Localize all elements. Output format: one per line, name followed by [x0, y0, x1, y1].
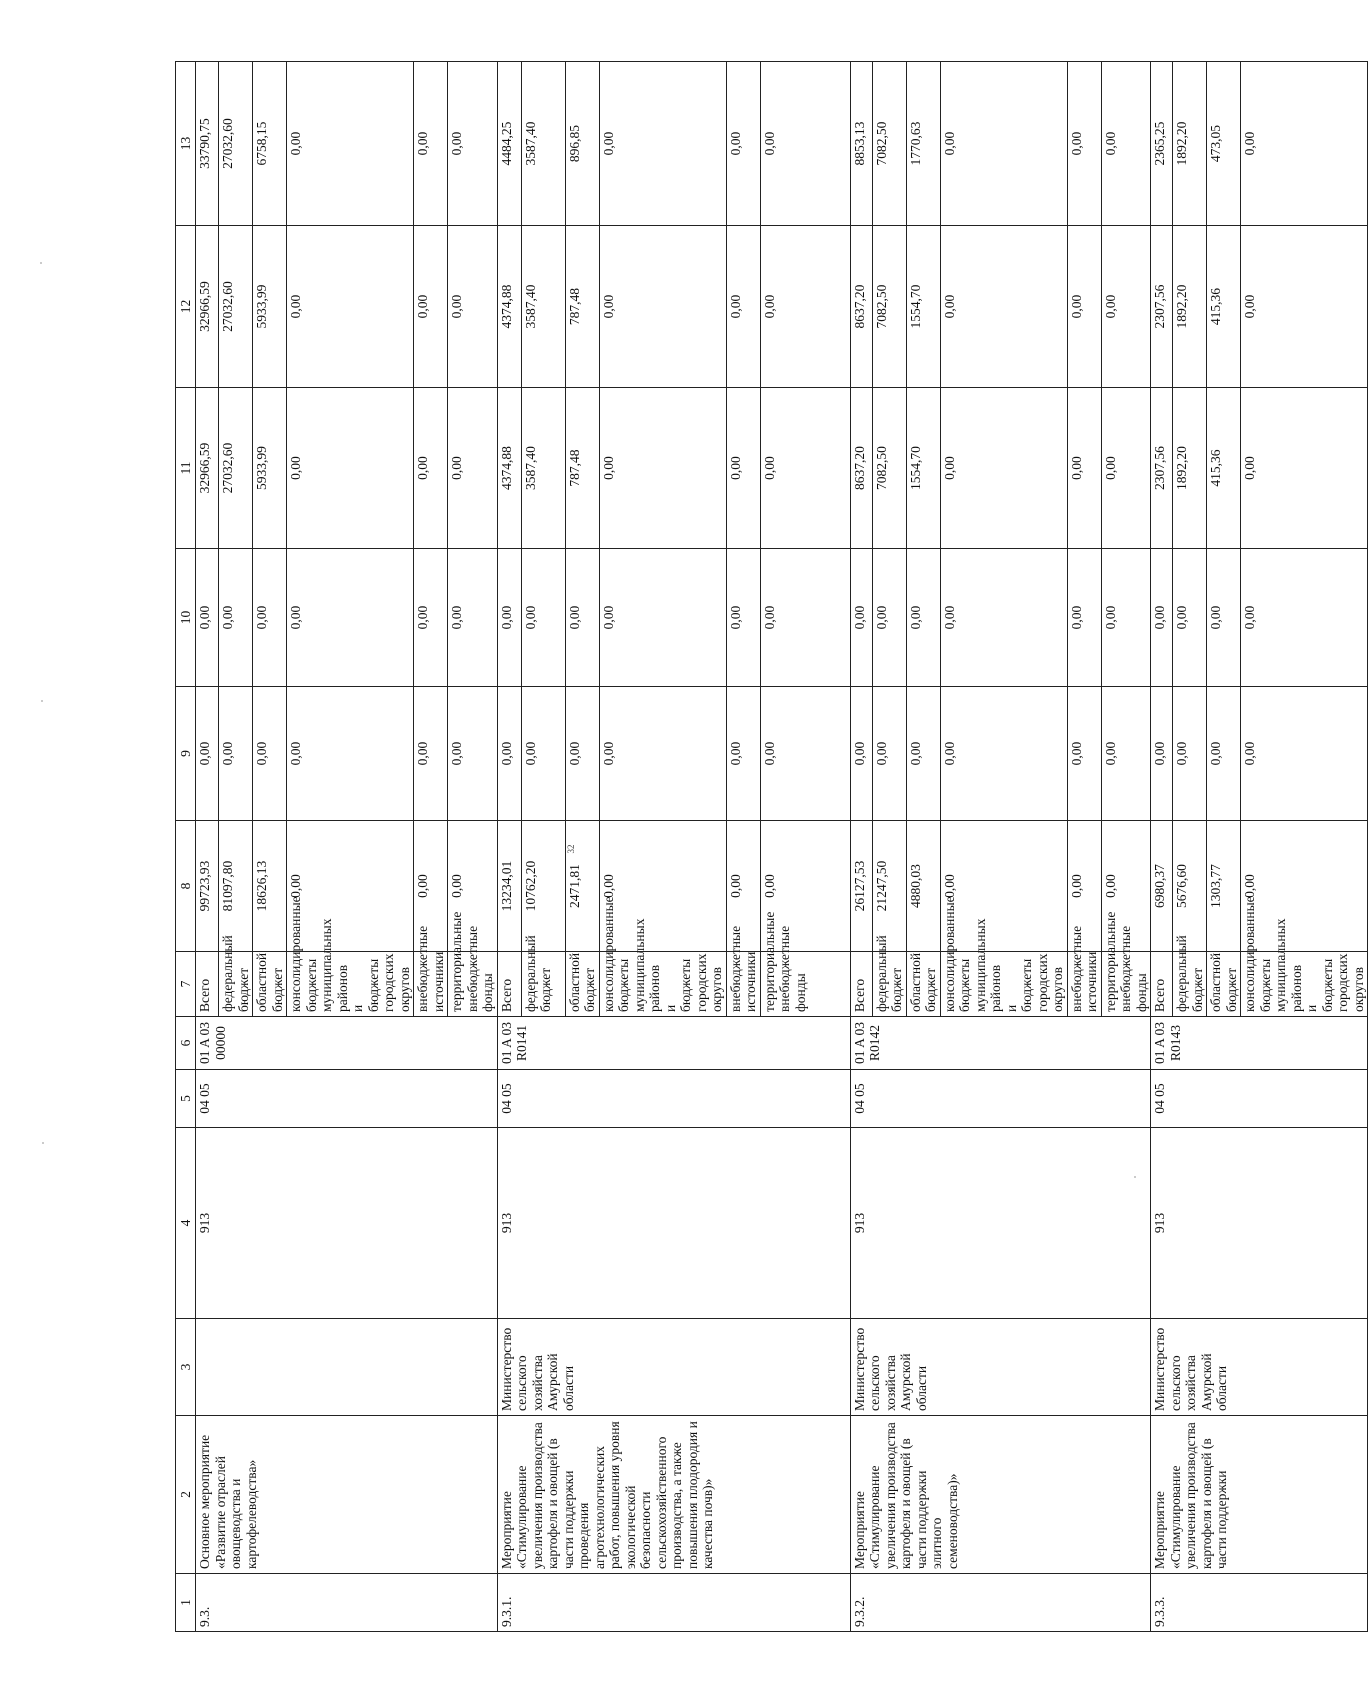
rotated-table-container [175, 62, 1366, 1632]
amount-cell: 3587,40 [521, 388, 565, 549]
grbs-code: 913 [196, 1128, 498, 1319]
amount-cell: 0,00 [760, 549, 850, 687]
amount-cell: 8637,20 [850, 388, 872, 549]
column-number-header: 10 [176, 549, 196, 687]
amount-cell: 21247,50 [872, 821, 906, 952]
amount-cell: 8853,13 [850, 62, 872, 226]
funding-source: Всего [196, 952, 219, 1017]
column-number-header: 5 [176, 1070, 196, 1128]
column-number-header: 9 [176, 687, 196, 821]
amount-cell: 0,00 [1101, 388, 1151, 549]
amount-cell: 2307,56 [1151, 388, 1173, 549]
amount-cell: 33790,75 [196, 62, 219, 226]
amount-cell: 0,00 [940, 62, 1067, 226]
amount-cell: 787,48 [565, 388, 599, 549]
funding-source: Всего [497, 952, 521, 1017]
amount-cell: 896,85 [565, 62, 599, 226]
amount-cell: 26127,53 [850, 821, 872, 952]
amount-cell: 27032,60 [219, 388, 253, 549]
amount-cell: 7082,50 [872, 388, 906, 549]
amount-cell: 27032,60 [219, 226, 253, 388]
section-code: 9.3. [196, 1574, 498, 1632]
amount-cell: 3587,40 [521, 226, 565, 388]
budget-table [175, 61, 1368, 1632]
csr-code: 01 A 03 R0142 [850, 1017, 1151, 1070]
table-row [196, 62, 219, 1632]
amount-cell: 0,00 [414, 549, 448, 687]
column-number-header: 1 [176, 1574, 196, 1632]
funding-source: консолидированные бюджеты муниципальных районов и бюджеты городских округов [599, 952, 726, 1017]
amount-cell: 0,00 [599, 687, 726, 821]
amount-cell: 0,00 [1151, 687, 1173, 821]
table-row [497, 62, 521, 1632]
funding-source: Всего [1151, 952, 1173, 1017]
amount-cell: 0,00 [1173, 549, 1207, 687]
amount-cell: 0,00 [940, 388, 1067, 549]
amount-cell: 0,00 [1067, 388, 1101, 549]
column-number-header: 6 [176, 1017, 196, 1070]
column-number-header: 4 [176, 1128, 196, 1319]
scan-speck [42, 1142, 44, 1144]
amount-cell: 0,00 [726, 549, 760, 687]
measure-name: Мероприятие «Стимулирование увеличения производства картофеля и овощей (в части поддержки проведения агротехнологических работ, повышения уровня экологической безопасности сельскохозяйственного производства, а также повышения плодородия и качества почв)» [497, 1416, 850, 1574]
amount-cell: 473,05 [1207, 62, 1241, 226]
funding-source: областной бюджет [253, 952, 287, 1017]
amount-cell: 1554,70 [906, 226, 940, 388]
amount-cell: 0,00 [906, 687, 940, 821]
column-number-header: 8 [176, 821, 196, 952]
amount-cell: 0,00 [287, 62, 414, 226]
funding-source: консолидированные бюджеты муниципальных районов и бюджеты городских округов [940, 952, 1067, 1017]
funding-source: внебюджетные источники [1067, 952, 1101, 1017]
amount-cell: 5933,99 [253, 226, 287, 388]
amount-cell: 4374,88 [497, 388, 521, 549]
rzpr-code: 04 05 [1151, 1070, 1368, 1128]
amount-cell: 415,36 [1207, 226, 1241, 388]
amount-cell: 0,00 [414, 62, 448, 226]
amount-cell: 0,00 [1067, 549, 1101, 687]
table-row [1151, 62, 1173, 1632]
amount-cell: 0,00 [448, 388, 498, 549]
amount-cell: 0,00 [599, 388, 726, 549]
measure-name: Мероприятие «Стимулирование увеличения производства картофеля и овощей (в части поддержки [1151, 1416, 1368, 1574]
column-number-header: 12 [176, 226, 196, 388]
funding-source: федеральный бюджет [219, 952, 253, 1017]
amount-cell: 0,00 [287, 821, 414, 952]
column-number-header: 13 [176, 62, 196, 226]
amount-cell: 0,00 [196, 549, 219, 687]
amount-cell: 7082,50 [872, 62, 906, 226]
amount-cell: 5933,99 [253, 388, 287, 549]
amount-cell: 32966,59 [196, 226, 219, 388]
amount-cell: 4484,25 [497, 62, 521, 226]
executor-cell: Министерство сельского хозяйства Амурской области [1151, 1319, 1368, 1416]
amount-cell: 0,00 [196, 687, 219, 821]
amount-cell: 0,00 [414, 821, 448, 952]
amount-cell: 0,00 [940, 549, 1067, 687]
amount-cell: 0,00 [726, 62, 760, 226]
rzpr-code: 04 05 [850, 1070, 1151, 1128]
amount-cell: 0,00 [219, 549, 253, 687]
amount-cell: 0,00 [760, 388, 850, 549]
amount-cell: 0,00 [1207, 687, 1241, 821]
amount-cell: 1892,20 [1173, 62, 1207, 226]
amount-cell: 1554,70 [906, 388, 940, 549]
amount-cell: 4374,88 [497, 226, 521, 388]
amount-cell: 0,00 [1067, 821, 1101, 952]
amount-cell: 2307,56 [1151, 226, 1173, 388]
column-number-header: 7 [176, 952, 196, 1017]
amount-cell: 0,00 [287, 549, 414, 687]
page-number: 32 [566, 844, 576, 854]
amount-cell: 0,00 [906, 549, 940, 687]
amount-cell: 0,00 [850, 687, 872, 821]
amount-cell: 0,00 [599, 821, 726, 952]
amount-cell: 0,00 [414, 687, 448, 821]
amount-cell: 0,00 [940, 821, 1067, 952]
measure-name: Основное мероприятие «Развитие отраслей овощеводства и картофелеводства» [196, 1416, 498, 1574]
amount-cell: 0,00 [599, 549, 726, 687]
funding-source: областной бюджет [565, 952, 599, 1017]
amount-cell: 0,00 [1241, 549, 1368, 687]
executor-cell: Министерство сельского хозяйства Амурской области [497, 1319, 850, 1416]
amount-cell: 0,00 [1207, 549, 1241, 687]
amount-cell: 0,00 [287, 687, 414, 821]
amount-cell: 787,48 [565, 226, 599, 388]
amount-cell: 3587,40 [521, 62, 565, 226]
grbs-code: 913 [497, 1128, 850, 1319]
section-code: 9.3.2. [850, 1574, 1151, 1632]
amount-cell: 6980,37 [1151, 821, 1173, 952]
amount-cell: 0,00 [872, 687, 906, 821]
funding-source: территориальные внебюджетные фонды [1101, 952, 1151, 1017]
amount-cell: 0,00 [599, 226, 726, 388]
column-number-header: 11 [176, 388, 196, 549]
amount-cell: 0,00 [219, 687, 253, 821]
amount-cell: 0,00 [726, 821, 760, 952]
amount-cell: 0,00 [760, 821, 850, 952]
amount-cell: 1892,20 [1173, 388, 1207, 549]
funding-source: федеральный бюджет [872, 952, 906, 1017]
amount-cell: 0,00 [448, 62, 498, 226]
amount-cell: 0,00 [565, 549, 599, 687]
amount-cell: 0,00 [1067, 687, 1101, 821]
executor-cell: Министерство сельского хозяйства Амурской области [850, 1319, 1151, 1416]
amount-cell: 1770,63 [906, 62, 940, 226]
rzpr-code: 04 05 [497, 1070, 850, 1128]
amount-cell: 10762,20 [521, 821, 565, 952]
amount-cell: 0,00 [1241, 388, 1368, 549]
amount-cell: 0,00 [253, 687, 287, 821]
scan-speck [41, 700, 43, 702]
csr-code: 01 A 03 R0141 [497, 1017, 850, 1070]
column-number-header: 3 [176, 1319, 196, 1416]
funding-source: территориальные внебюджетные фонды [760, 952, 850, 1017]
amount-cell: 27032,60 [219, 62, 253, 226]
amount-cell: 32966,59 [196, 388, 219, 549]
amount-cell: 0,00 [760, 687, 850, 821]
section-code: 9.3.1. [497, 1574, 850, 1632]
amount-cell: 0,00 [1101, 226, 1151, 388]
amount-cell: 0,00 [1067, 226, 1101, 388]
amount-cell: 0,00 [1241, 62, 1368, 226]
amount-cell: 0,00 [287, 388, 414, 549]
amount-cell: 0,00 [521, 687, 565, 821]
amount-cell: 0,00 [940, 687, 1067, 821]
column-number-row [176, 62, 196, 1632]
amount-cell: 0,00 [726, 388, 760, 549]
amount-cell: 0,00 [1151, 549, 1173, 687]
amount-cell: 0,00 [414, 226, 448, 388]
amount-cell: 0,00 [850, 549, 872, 687]
amount-cell: 0,00 [1067, 62, 1101, 226]
amount-cell: 0,00 [565, 687, 599, 821]
amount-cell: 2365,25 [1151, 62, 1173, 226]
amount-cell: 0,00 [1241, 821, 1368, 952]
amount-cell: 0,00 [1101, 687, 1151, 821]
amount-cell: 4880,03 [906, 821, 940, 952]
amount-cell: 0,00 [1101, 549, 1151, 687]
column-number-header: 2 [176, 1416, 196, 1574]
amount-cell: 0,00 [1101, 821, 1151, 952]
amount-cell: 0,00 [521, 549, 565, 687]
amount-cell: 1303,77 [1207, 821, 1241, 952]
funding-source: консолидированные бюджеты муниципальных районов и бюджеты городских округов [1241, 952, 1368, 1017]
amount-cell: 0,00 [726, 226, 760, 388]
amount-cell: 0,00 [1101, 62, 1151, 226]
amount-cell: 6758,15 [253, 62, 287, 226]
amount-cell: 7082,50 [872, 226, 906, 388]
amount-cell: 18626,13 [253, 821, 287, 952]
amount-cell: 0,00 [1173, 687, 1207, 821]
amount-cell: 0,00 [1241, 687, 1368, 821]
amount-cell: 2471,81 [565, 821, 599, 952]
amount-cell: 99723,93 [196, 821, 219, 952]
funding-source: областной бюджет [1207, 952, 1241, 1017]
amount-cell: 0,00 [448, 549, 498, 687]
rzpr-code: 04 05 [196, 1070, 498, 1128]
amount-cell: 0,00 [726, 687, 760, 821]
amount-cell: 0,00 [414, 388, 448, 549]
amount-cell: 0,00 [448, 687, 498, 821]
csr-code: 01 A 03 R0143 [1151, 1017, 1368, 1070]
amount-cell: 13234,01 [497, 821, 521, 952]
amount-cell: 1892,20 [1173, 226, 1207, 388]
grbs-code: 913 [850, 1128, 1151, 1319]
amount-cell: 0,00 [760, 226, 850, 388]
amount-cell: 0,00 [872, 549, 906, 687]
amount-cell: 0,00 [448, 821, 498, 952]
amount-cell: 0,00 [760, 62, 850, 226]
funding-source: внебюджетные источники [414, 952, 448, 1017]
funding-source: областной бюджет [906, 952, 940, 1017]
amount-cell: 0,00 [497, 687, 521, 821]
amount-cell: 8637,20 [850, 226, 872, 388]
scan-speck [40, 262, 42, 264]
funding-source: федеральный бюджет [1173, 952, 1207, 1017]
amount-cell: 0,00 [1241, 226, 1368, 388]
amount-cell: 81097,80 [219, 821, 253, 952]
amount-cell: 0,00 [940, 226, 1067, 388]
grbs-code: 913 [1151, 1128, 1368, 1319]
measure-name: Мероприятие «Стимулирование увеличения производства картофеля и овощей (в части поддержки элитного семеноводства)» [850, 1416, 1151, 1574]
table-row [850, 62, 872, 1632]
funding-source: Всего [850, 952, 872, 1017]
funding-source: внебюджетные источники [726, 952, 760, 1017]
amount-cell: 0,00 [497, 549, 521, 687]
amount-cell: 0,00 [253, 549, 287, 687]
executor-cell [196, 1319, 498, 1416]
amount-cell: 415,36 [1207, 388, 1241, 549]
funding-source: консолидированные бюджеты муниципальных районов и бюджеты городских округов [287, 952, 414, 1017]
amount-cell: 0,00 [448, 226, 498, 388]
amount-cell: 0,00 [287, 226, 414, 388]
amount-cell: 0,00 [599, 62, 726, 226]
amount-cell: 5676,60 [1173, 821, 1207, 952]
section-code: 9.3.3. [1151, 1574, 1368, 1632]
funding-source: федеральный бюджет [521, 952, 565, 1017]
csr-code: 01 A 03 00000 [196, 1017, 498, 1070]
funding-source: территориальные внебюджетные фонды [448, 952, 498, 1017]
